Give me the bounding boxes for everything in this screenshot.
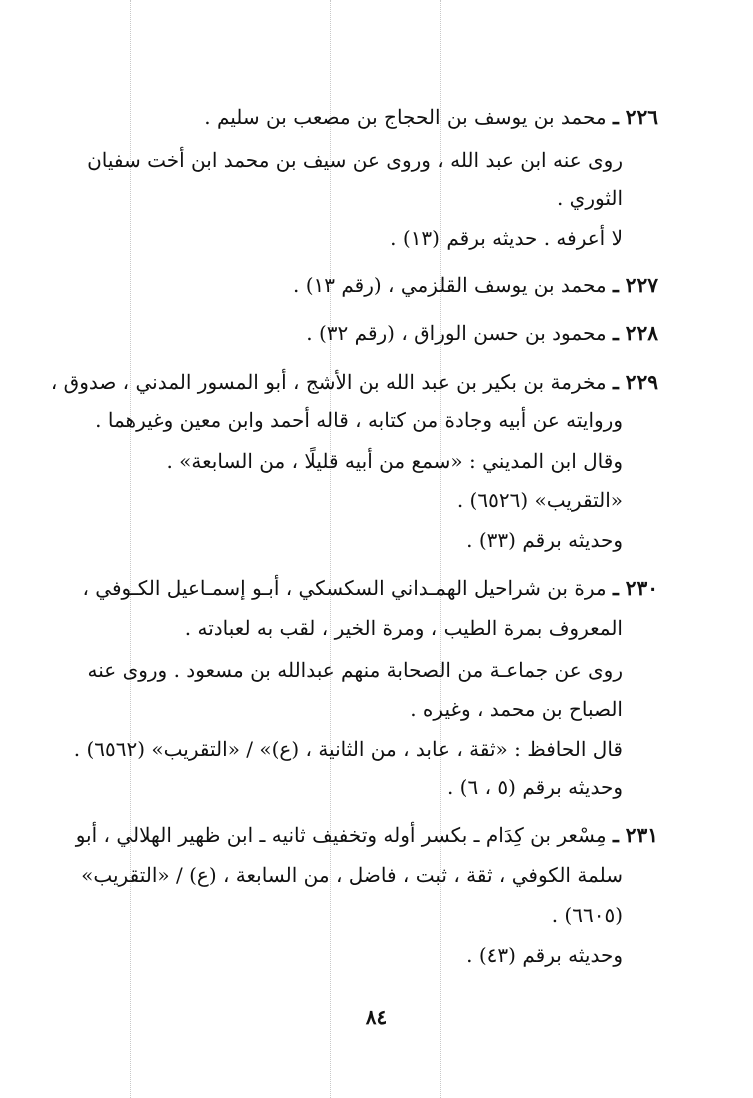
entry-230-line-2: المعروف بمرة الطيب ، ومرة الخير ، لقب به لعبادته .	[184, 616, 623, 640]
entry-229-line-2: وروايته عن أبيه وجادة من كتابه ، قاله أحمد وابن معين وغيرهما .	[95, 408, 623, 432]
entry-231-line-2: سلمة الكوفي ، ثقة ، ثبت ، فاضل ، من السابعة ، (ع) / «التقريب»	[81, 863, 623, 887]
entry-number: ٢٢٦ ـ	[612, 105, 658, 129]
entry-230-line-1	[82, 573, 658, 603]
entry-231-line-1	[75, 820, 658, 850]
entry-229-line-4: «التقريب» (٦٥٢٦) .	[456, 488, 623, 512]
entry-229-line-5: وحديثه برقم (٣٣) .	[466, 528, 623, 552]
entry-text: مخرمة بن بكير بن عبد الله بن الأشج ، أبو المسور المدني ، صدوق ،	[50, 370, 607, 394]
entry-number: ٢٢٩ ـ	[612, 370, 658, 394]
entry-229-line-1	[50, 367, 658, 397]
entry-229-line-3: وقال ابن المديني : «سمع من أبيه قليلًا ، من السابعة» .	[166, 449, 623, 473]
entry-text: مِسْعر بن كِدَام ـ بكسر أوله وتخفيف ثانيه ـ ابن ظهير الهلالي ، أبو	[75, 823, 607, 847]
entry-231-line-3: (٦٦٠٥) .	[551, 903, 623, 927]
entry-226-line-1	[98, 102, 658, 132]
entry-text: محمد بن يوسف بن الحجاج بن مصعب بن سليم .	[204, 105, 607, 129]
entry-226-line-2: روى عنه ابن عبد الله ، وروى عن سيف بن محمد ابن أخت سفيان	[87, 148, 623, 172]
entry-228-line-1	[98, 318, 658, 348]
entry-text: مرة بن شراحيل الهمـداني السكسكي ، أبـو إسمـاعيل الكـوفي ،	[82, 576, 607, 600]
entry-230-line-6: وحديثه برقم (٥ ، ٦) .	[446, 775, 623, 799]
entry-230-line-3: روى عن جماعـة من الصحابة منهم عبدالله بن مسعود . وروى عنه	[87, 658, 623, 682]
entry-number: ٢٣٠ ـ	[612, 576, 658, 600]
entry-230-line-4: الصباح بن محمد ، وغيره .	[410, 697, 623, 721]
entry-text: محمود بن حسن الوراق ، (رقم ٣٢) .	[306, 321, 607, 345]
page-number: ٨٤	[365, 1005, 388, 1029]
entry-227-line-1	[98, 270, 658, 300]
entry-226-line-4: لا أعرفه . حديثه برقم (١٣) .	[390, 226, 623, 250]
entry-number: ٢٢٨ ـ	[612, 321, 658, 345]
entry-text: محمد بن يوسف القلزمي ، (رقم ١٣) .	[292, 273, 607, 297]
entry-231-line-4: وحديثه برقم (٤٣) .	[466, 943, 623, 967]
entry-226-line-3: الثوري .	[556, 186, 623, 210]
entry-number: ٢٣١ ـ	[612, 823, 658, 847]
entry-number: ٢٢٧ ـ	[612, 273, 658, 297]
entry-230-line-5: قال الحافظ : «ثقة ، عابد ، من الثانية ، (ع)» / «التقريب» (٦٥٦٢) .	[73, 737, 623, 761]
